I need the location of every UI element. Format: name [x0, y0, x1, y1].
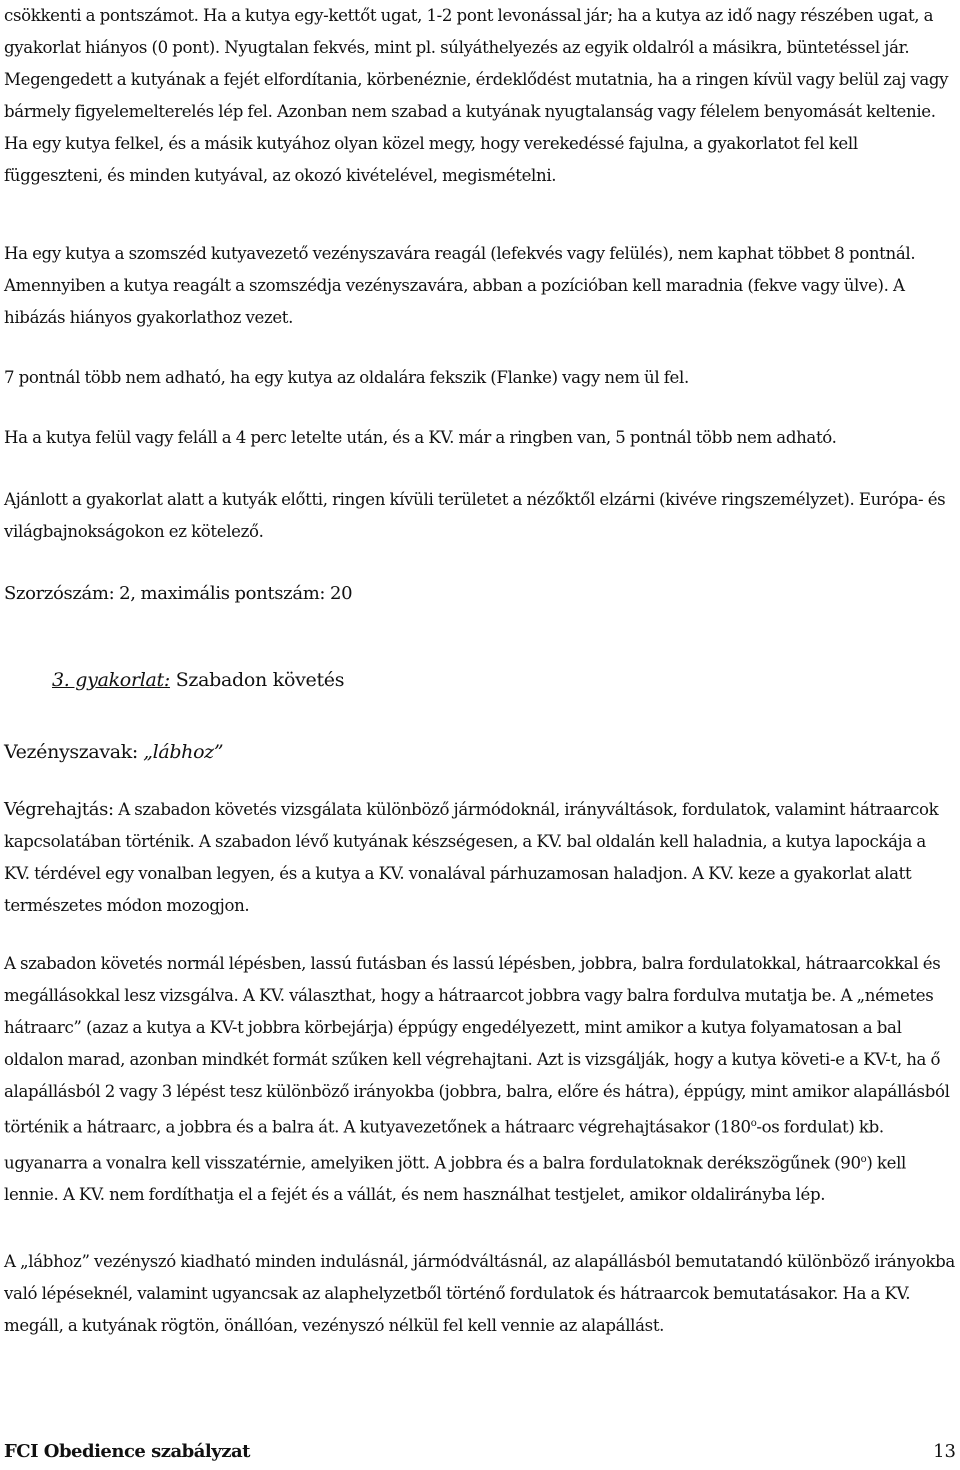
execution-text: A szabadon követés vizsgálata különböző jármódoknál, irányváltások, fordulatok, valamint hátraarcok kapcsolatában történik. A szabadon lévő kutyának készségesen, a KV. bal oldalán kell haladnia, a kutya lapockája a KV. térdével egy vonalban legyen, és a kutya a KV. vonalával párhuzamosan haladjon. A KV. keze a gyakorlat alatt természetes módon mozogjon.	[4, 800, 939, 915]
paragraph-spectator-area: Ajánlott a gyakorlat alatt a kutyák előtti, ringen kívüli területet a nézőktől elzárni (kivéve ringszemélyzet). Európa- és világbajnokságokon ez kötelező.	[4, 490, 946, 541]
command-line	[4, 736, 223, 768]
paragraph-execution	[4, 794, 956, 922]
degree-mark-2: o	[860, 1153, 867, 1165]
exercise-heading	[52, 664, 344, 696]
command-value: „lábhoz”	[143, 741, 224, 763]
heeling-text-c: ) kell lennie. A KV. nem fordíthatja el a fejét és a vállát, és nem használhat testjelet, amikor oldalirányba lép.	[4, 1153, 906, 1205]
paragraph-stand-up-rule: Ha a kutya felül vagy feláll a 4 perc letelte után, és a KV. már a ringben van, 5 pontnál több nem adható.	[4, 428, 837, 447]
paragraph-flanke-rule: 7 pontnál több nem adható, ha egy kutya az oldalára fekszik (Flanke) vagy nem ül fel.	[4, 368, 689, 387]
footer-title: FCI Obedience szabályzat	[4, 1441, 250, 1462]
exercise-number: 3. gyakorlat:	[52, 669, 170, 691]
exercise-title: Szabadon követés	[169, 669, 345, 691]
command-label: Vezényszavak:	[4, 741, 138, 763]
page-number: 13	[933, 1441, 956, 1462]
document-page	[4, 0, 956, 1470]
degree-mark-1: o	[750, 1118, 757, 1129]
score-multiplier: Szorzószám: 2, maximális pontszám: 20	[4, 583, 353, 604]
paragraph-heeling-details	[4, 948, 956, 1211]
page-footer	[4, 1436, 956, 1470]
execution-label: Végrehajtás:	[4, 799, 114, 820]
paragraph-command-usage: A „lábhoz” vezényszó kiadható minden indulásnál, jármódváltásnál, az alapállásból bemutatandó különböző irányokba való lépéseknél, valamint ugyancsak az alaphelyzetből történő fordulatok és hátraarcok bemutatásakor. Ha a KV. megáll, a kutyának rögtön, önállóan, vezényszó nélkül fel kell vennie az alapállást.	[4, 1252, 955, 1335]
heeling-text-a: A szabadon követés normál lépésben, lassú futásban és lassú lépésben, jobbra, balra fordulatokkal, hátraarcokkal és megállásokkal lesz vizsgálva. A KV. választhat, hogy a hátraarcot jobbra vagy balra fordulva mutatja be. A „németes hátraarc” (azaz a kutya a KV-t jobbra körbejárja) éppúgy engedélyezett, mint amikor a kutya folyamatosan a bal oldalon marad, azonban mindkét formát szűken kell végrehajtani. Azt is vizsgálják, hogy a kutya követi-e a KV-t, ha ő alapállásból 2 vagy 3 lépést tesz különböző irányokba (jobbra, balra, előre és hátra), éppúgy, mint amikor alapállásból történik a hátraarc, a jobbra és a balra át. A kutyavezetőnek a hátraarc végrehajtásakor (180	[4, 954, 950, 1137]
heeling-text-b: -os fordulat) kb. ugyanarra a vonalra kell visszatérnie, amelyiken jött. A jobbra és a balra fordulatoknak derékszögűnek (90	[4, 1117, 884, 1173]
paragraph-neighbor-command: Ha egy kutya a szomszéd kutyavezető vezényszavára reagál (lefekvés vagy felülés), nem kaphat többet 8 pontnál. Amennyiben a kutya reagált a szomszédja vezényszavára, abban a pozícióban kell maradnia (fekve vagy ülve). A hibázás hiányos gyakorlathoz vezet.	[4, 244, 916, 327]
paragraph-barking-rules: csökkenti a pontszámot. Ha a kutya egy-kettőt ugat, 1-2 pont levonással jár; ha a kutya az idő nagy részében ugat, a gyakorlat hiányos (0 pont). Nyugtalan fekvés, mint pl. súlyáthelyezés az egyik oldalról a másikra, büntetéssel jár. Megengedett a kutyának a fejét elfordítania, körbenéznie, érdeklődést mutatnia, ha a ringen kívül vagy belül zaj vagy bármely figyelemelterelés lép fel. Azonban nem szabad a kutyának nyugtalanság vagy félelem benyomását keltenie. Ha egy kutya felkel, és a másik kutyához olyan közel megy, hogy verekedéssé fajulna, a gyakorlatot fel kell függeszteni, és minden kutyával, az okozó kivételével, megismételni.	[4, 6, 949, 185]
